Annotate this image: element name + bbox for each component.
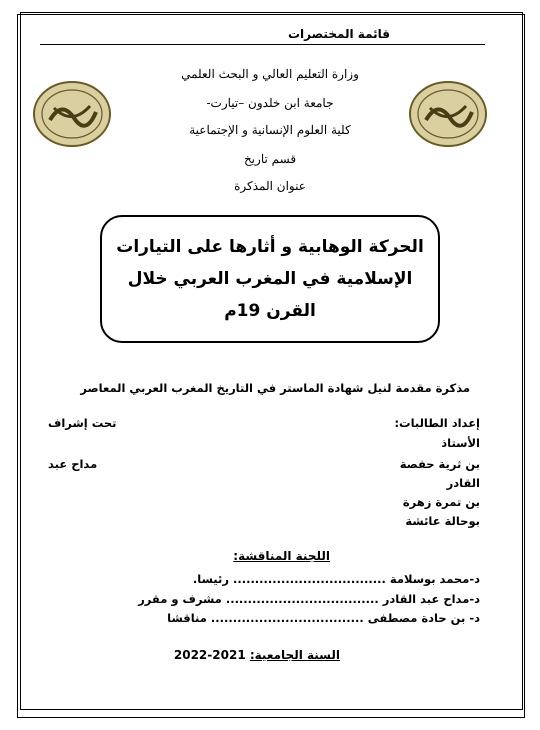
faculty-name: كلية العلوم الإنسانية و الإجتماعية	[189, 123, 351, 137]
committee-title: اللجنة المناقشة:	[233, 549, 330, 563]
student-name-2: بن تمرة زهرة	[402, 495, 480, 509]
supervisor-name-part-2: القادر	[446, 476, 480, 490]
students-label: إعداد الطالبات:	[394, 416, 480, 430]
supervisor-name-part-1: مداح عبد	[48, 457, 98, 471]
thesis-title-line-2: الإسلامية في المغرب العربي خلال	[127, 269, 413, 289]
header-rule	[40, 44, 485, 45]
committee-dots: ...................................	[210, 611, 364, 625]
seal-emblem-icon	[408, 80, 488, 148]
committee-member-row	[193, 572, 480, 586]
memo-statement: مذكرة مقدمة لنيل شهادة الماستر في التاريخ المغرب العربي المعاصر	[80, 381, 470, 395]
supervisor-title-label: الأستاذ	[441, 436, 480, 450]
academic-year-label: السنة الجامعية:	[249, 648, 340, 662]
committee-member-role: مشرف و مقرر	[138, 592, 222, 606]
seal-emblem-icon	[32, 80, 112, 148]
committee-dots: ...................................	[225, 592, 379, 606]
committee-member-name: د- بن حادة مصطفى	[367, 611, 480, 625]
university-seal-right	[408, 80, 488, 148]
memo-title-label: عنوان المذكرة	[234, 179, 306, 193]
department-name: قسم تاريخ	[243, 152, 297, 166]
academic-year	[174, 648, 340, 662]
student-name-3: بوحالة عائشة	[405, 514, 480, 528]
university-name: جامعة ابن خلدون –تيارت-	[206, 96, 334, 110]
student-name-1: بن ثرية حفصة	[399, 457, 480, 471]
abbreviations-list-header: قائمة المختصرات	[287, 27, 390, 41]
committee-member-row	[138, 592, 480, 606]
ministry-name: وزارة التعليم العالي و البحث العلمي	[181, 67, 359, 81]
supervision-label: تحت إشراف	[48, 416, 117, 430]
academic-year-value: 2021-2022	[173, 648, 246, 662]
committee-member-name: د-محمد بوسلامة	[389, 572, 480, 586]
thesis-title-line-3: القرن 19م	[224, 301, 316, 321]
committee-member-role: مناقشا	[167, 611, 207, 625]
university-seal-left	[32, 80, 112, 148]
committee-member-role: رئيسا.	[192, 572, 229, 586]
thesis-title-box	[100, 215, 440, 343]
thesis-title-line-1: الحركة الوهابية و أثارها على التيارات	[116, 237, 424, 257]
committee-member-name: د-مداح عبد القادر	[382, 592, 480, 606]
committee-member-row	[167, 611, 480, 625]
committee-dots: ...................................	[232, 572, 386, 586]
